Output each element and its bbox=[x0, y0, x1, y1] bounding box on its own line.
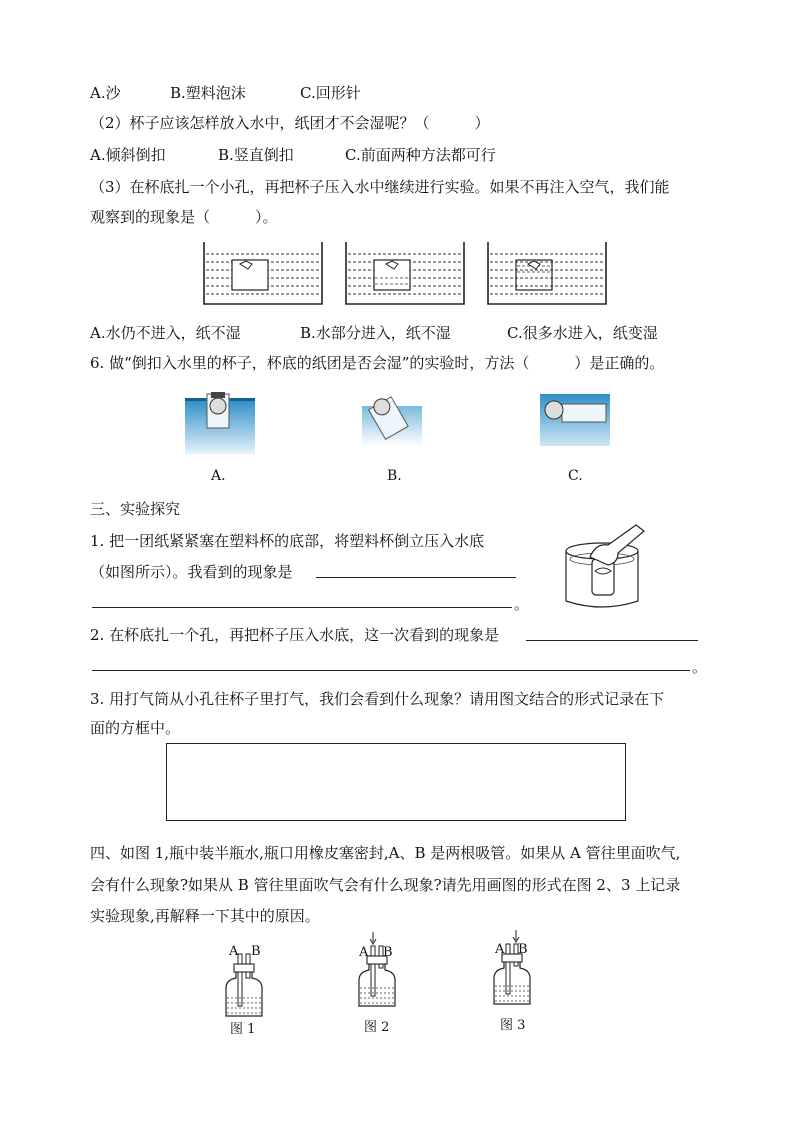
section4-line3: 实验现象,再解释一下其中的原因。 bbox=[90, 907, 320, 925]
q5-1-option-b[interactable]: B.塑料泡沫 bbox=[170, 84, 246, 102]
s3-q2-question: 2. 在杯底扎一个孔，再把杯子压入水底，这一次看到的现象是 bbox=[90, 626, 500, 644]
fig3-caption: 图 3 bbox=[500, 1018, 526, 1033]
tank-2 bbox=[346, 242, 464, 304]
s3-q1-end-mark: 。 bbox=[514, 595, 530, 613]
q5-2-option-b[interactable]: B.竖直倒扣 bbox=[218, 146, 294, 164]
water-tanks-figure bbox=[200, 240, 610, 308]
q5-3-option-a[interactable]: A.水仍不进入，纸不湿 bbox=[90, 324, 241, 342]
q6-question: 6. 做“倒扣入水里的杯子，杯底的纸团是否会湿”的实验时，方法（ ）是正确的。 bbox=[90, 354, 665, 372]
fig1-caption: 图 1 bbox=[230, 1022, 256, 1037]
fig2-caption: 图 2 bbox=[364, 1020, 390, 1035]
q5-1-option-c[interactable]: C.回形针 bbox=[300, 84, 361, 102]
q6-label-b[interactable]: B. bbox=[387, 468, 402, 484]
q6-label-c[interactable]: C. bbox=[568, 468, 583, 484]
q5-3-question-line2: 观察到的现象是（ ）。 bbox=[90, 208, 278, 226]
fig1-tube-b-label: B bbox=[251, 944, 261, 959]
s3-q1-answer-blank-2[interactable] bbox=[92, 607, 512, 608]
section3-title: 三、实验探究 bbox=[90, 500, 181, 518]
fig2-tube-b-label: B bbox=[383, 945, 393, 960]
q5-3-question-line1: （3）在杯底扎一个小孔，再把杯子压入水中继续进行实验。如果不再注入空气，我们能 bbox=[90, 178, 670, 196]
fig2-tube-a-label: A bbox=[359, 945, 369, 960]
s3-q3-drawing-box[interactable] bbox=[166, 743, 626, 821]
q5-3-option-b[interactable]: B.水部分进入，纸不湿 bbox=[300, 324, 451, 342]
q6-photo-b bbox=[362, 388, 422, 446]
s3-q1-line2: （如图所示）。我看到的现象是 bbox=[90, 563, 293, 581]
section4-line1: 四、如图 1,瓶中装半瓶水,瓶口用橡皮塞密封,A、B 是两根吸管。如果从 A 管往里面吹气, bbox=[90, 844, 681, 862]
fig3-tube-b-label: B bbox=[518, 942, 528, 957]
bottle-figure-3 bbox=[490, 928, 536, 1008]
s3-q2-answer-blank-2[interactable] bbox=[92, 670, 690, 671]
tank-3 bbox=[488, 242, 606, 304]
s3-q1-line1: 1. 把一团纸紧紧塞在塑料杯的底部，将塑料杯倒立压入水底 bbox=[90, 532, 485, 550]
q5-2-option-a[interactable]: A.倾斜倒扣 bbox=[90, 146, 166, 164]
s3-q2-answer-blank-1[interactable] bbox=[526, 640, 698, 641]
section4-line2: 会有什么现象?如果从 B 管往里面吹气会有什么现象?请先用画图的形式在图 2、3 上记录 bbox=[90, 876, 681, 894]
fig1-tube-a-label: A bbox=[229, 944, 239, 959]
s3-q2-end-mark: 。 bbox=[692, 658, 708, 676]
q5-3-option-c[interactable]: C.很多水进入，纸变湿 bbox=[507, 324, 658, 342]
q5-2-option-c[interactable]: C.前面两种方法都可行 bbox=[345, 146, 496, 164]
s3-q3-line2: 面的方框中。 bbox=[90, 719, 181, 737]
s3-q3-line1: 3. 用打气筒从小孔往杯子里打气，我们会看到什么现象？请用图文结合的形式记录在下 bbox=[90, 690, 665, 708]
s3-q1-answer-blank-1[interactable] bbox=[316, 577, 516, 578]
tank-1 bbox=[204, 242, 322, 304]
bottle-figure-2 bbox=[355, 930, 401, 1010]
cup-in-water-illustration bbox=[558, 515, 658, 615]
fig3-tube-a-label: A bbox=[495, 942, 505, 957]
q6-label-a[interactable]: A. bbox=[211, 468, 226, 484]
q6-photo-c bbox=[540, 388, 610, 446]
q5-2-question: （2）杯子应该怎样放入水中，纸团才不会湿呢？（ ） bbox=[90, 114, 490, 132]
q6-photo-a bbox=[185, 390, 255, 454]
q5-1-option-a[interactable]: A.沙 bbox=[90, 84, 121, 102]
